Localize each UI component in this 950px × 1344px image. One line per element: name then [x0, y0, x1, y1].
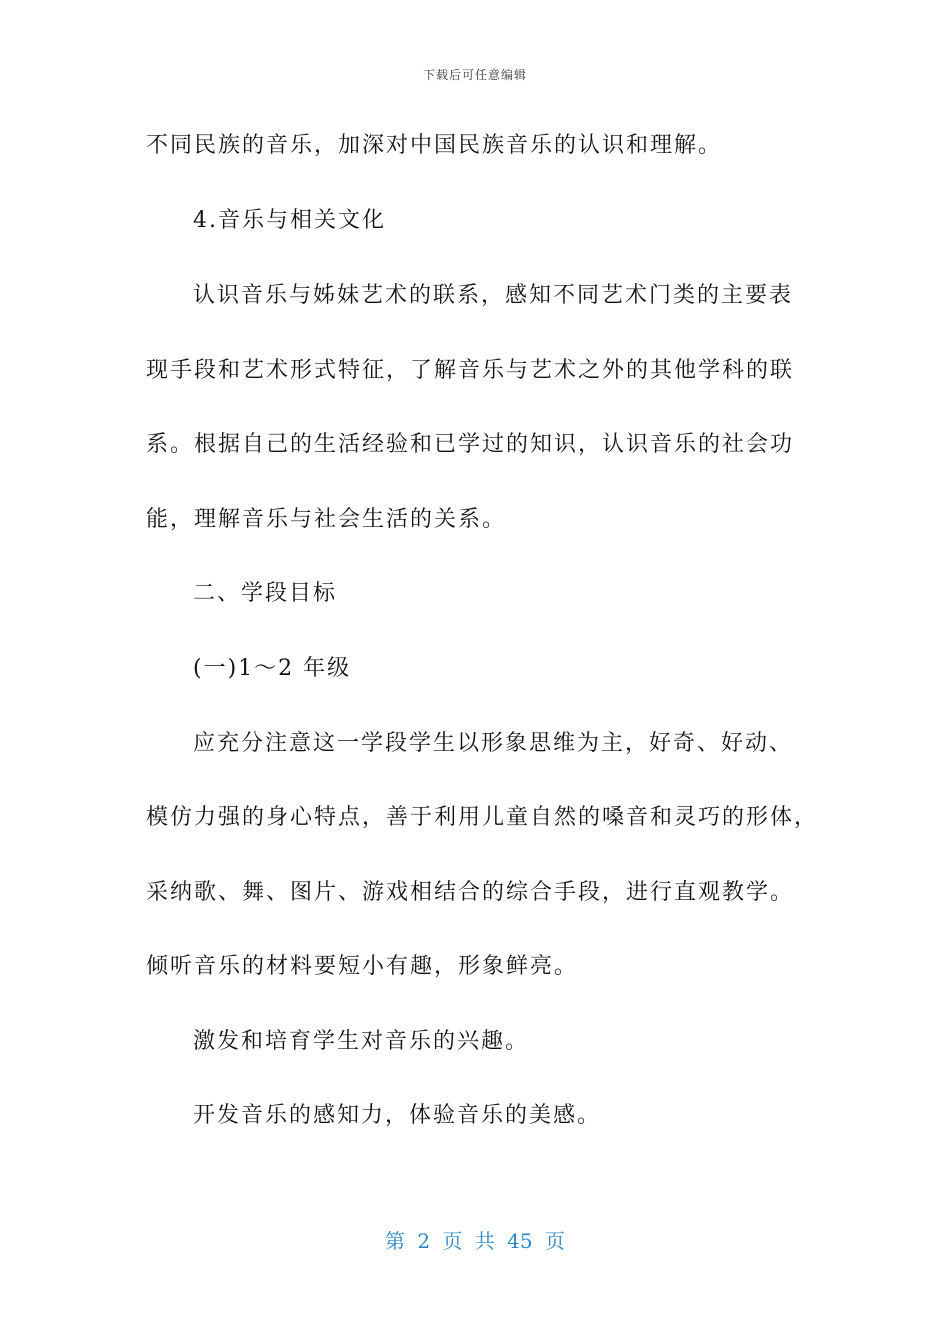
paragraph-line: 激发和培育学生对音乐的兴趣。 — [193, 1029, 530, 1054]
page-header: 下载后可任意编辑 — [422, 68, 527, 82]
paragraph-line: 应充分注意这一学段学生以形象思维为主，好奇、好动、 — [193, 731, 794, 756]
paragraph-line: 能，理解音乐与社会生活的关系。 — [146, 507, 507, 532]
subsection-heading: (一)1～2 年级 — [193, 656, 352, 681]
paragraph-line: 采纳歌、舞、图片、游戏相结合的综合手段，进行直观教学。 — [146, 880, 795, 905]
paragraph-line: 系。根据自己的生活经验和已学过的知识，认识音乐的社会功 — [146, 432, 795, 457]
paragraph-line: 开发音乐的感知力，体验音乐的美感。 — [193, 1103, 602, 1128]
paragraph-line: 倾听音乐的材料要短小有趣，形象鲜亮。 — [146, 954, 579, 979]
paragraph-line: 现手段和艺术形式特征，了解音乐与艺术之外的其他学科的联 — [146, 358, 795, 383]
paragraph-line: 认识音乐与姊妹艺术的联系，感知不同艺术门类的主要表 — [193, 283, 794, 308]
page-footer: 第 2 页 共 45 页 — [385, 1229, 565, 1253]
section-heading-2: 二、学段目标 — [193, 581, 338, 606]
paragraph-line: 模仿力强的身心特点，善于利用儿童自然的嗓音和灵巧的形体， — [146, 805, 819, 830]
body-line-1: 不同民族的音乐，加深对中国民族音乐的认识和理解。 — [146, 133, 723, 158]
section-heading-4: 4.音乐与相关文化 — [193, 208, 386, 233]
